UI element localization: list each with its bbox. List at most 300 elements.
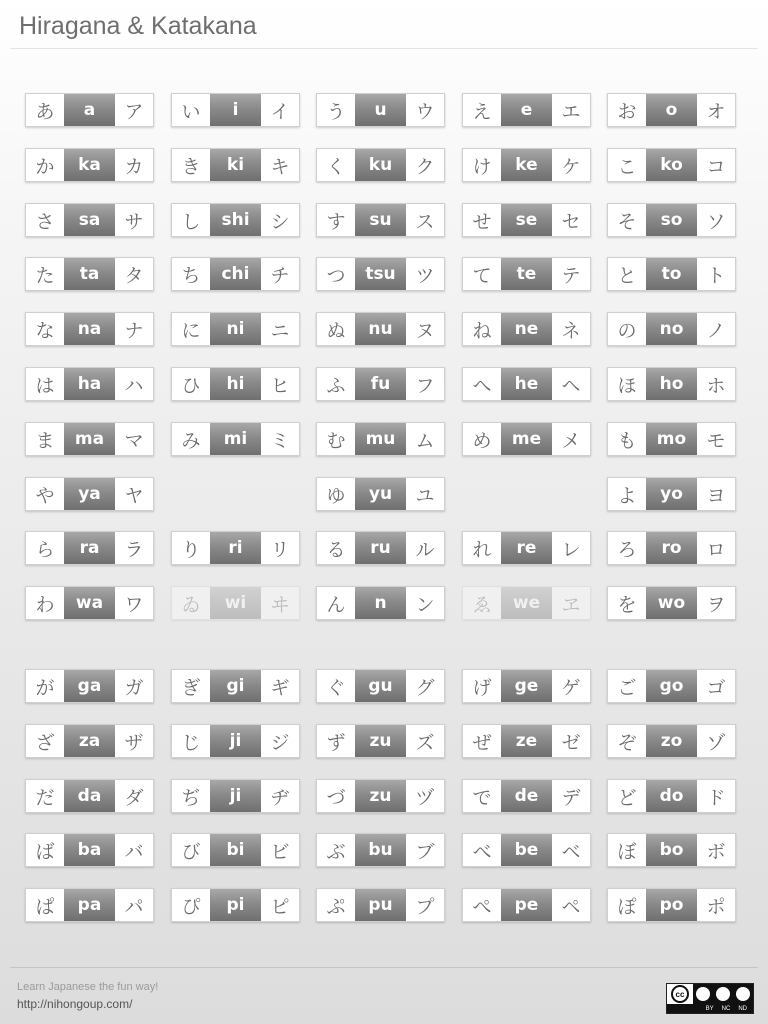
kana-cell-ho [607,367,736,401]
hiragana-char: の [617,319,637,342]
hiragana-char: を [617,593,637,616]
romaji-label: hi [210,368,261,400]
cc-circle-icon: cc [671,985,689,1003]
katakana-char: ポ [706,895,726,918]
katakana-char: ア [124,100,144,123]
hiragana-char: し [181,210,201,233]
hiragana-char: う [326,100,346,123]
hiragana-char: ま [35,429,55,452]
romaji-label: pu [355,889,406,921]
katakana-char: ベ [561,840,581,863]
kana-cell-no [607,312,736,346]
romaji-label: chi [210,258,261,290]
katakana-char: ム [415,429,435,452]
katakana-char: ザ [124,731,144,754]
katakana-char: ナ [124,319,144,342]
katakana-char: ケ [561,155,581,178]
katakana-char: ゲ [561,676,581,699]
hiragana-char: ら [35,538,55,561]
kana-cell-ji [171,724,300,758]
katakana-char: リ [270,538,290,561]
kana-cell-ji [171,779,300,813]
kana-cell-su [316,203,445,237]
kana-cell-ko [607,148,736,182]
license-icons-row [667,984,753,1004]
katakana-char: ジ [270,731,290,754]
hiragana-char: と [617,264,637,287]
kana-cell-n [316,586,445,620]
kana-cell-pe [462,888,591,922]
katakana-char: ヰ [270,593,290,616]
license-labels [667,1004,753,1013]
romaji-label: ru [355,532,406,564]
kana-cell-na [25,312,154,346]
license-label-nd: ND [738,1005,747,1012]
kana-cell-po [607,888,736,922]
hiragana-char: さ [35,210,55,233]
hiragana-char: け [472,155,492,178]
romaji-label: nu [355,313,406,345]
romaji-label: ze [501,725,552,757]
romaji-label: de [501,780,552,812]
kana-cell-za [25,724,154,758]
romaji-label: ko [646,149,697,181]
kana-cell-da [25,779,154,813]
katakana-char: ス [415,210,435,233]
romaji-label: ji [210,780,261,812]
romaji-label: e [501,94,552,126]
hiragana-char: づ [326,786,346,809]
hiragana-char: ふ [326,374,346,397]
hiragana-char: き [181,155,201,178]
kana-cell-ta [25,257,154,291]
katakana-char: ヘ [561,374,581,397]
kana-cell-hi [171,367,300,401]
hiragana-char: わ [35,593,55,616]
katakana-char: ギ [270,676,290,699]
katakana-char: フ [415,374,435,397]
kana-cell-tsu [316,257,445,291]
katakana-char: セ [561,210,581,233]
romaji-label: he [501,368,552,400]
kana-cell-do [607,779,736,813]
kana-cell-e [462,93,591,127]
kana-cell-so [607,203,736,237]
hiragana-char: ぱ [35,895,55,918]
hiragana-char: ぼ [617,840,637,863]
hiragana-char: に [181,319,201,342]
hiragana-char: ゑ [472,593,492,616]
romaji-label: gi [210,670,261,702]
hiragana-char: は [35,374,55,397]
katakana-char: ク [415,155,435,178]
katakana-char: ヒ [270,374,290,397]
romaji-label: o [646,94,697,126]
romaji-label: be [501,834,552,866]
kana-cell-wa [25,586,154,620]
kana-cell-fu [316,367,445,401]
katakana-char: モ [706,429,726,452]
katakana-char: ダ [124,786,144,809]
romaji-label: tsu [355,258,406,290]
katakana-char: カ [124,155,144,178]
katakana-char: ン [415,593,435,616]
katakana-char: サ [124,210,144,233]
hiragana-char: れ [472,538,492,561]
hiragana-char: ぎ [181,676,201,699]
license-label-nc: NC [721,1005,731,1012]
kana-cell-ma [25,422,154,456]
kana-cell-gi [171,669,300,703]
hiragana-char: そ [617,210,637,233]
katakana-char: ド [706,786,726,809]
kana-cell-ki [171,148,300,182]
romaji-label: ta [64,258,115,290]
katakana-char: ト [706,264,726,287]
romaji-label: ka [64,149,115,181]
katakana-char: イ [270,100,290,123]
kana-cell-we [462,586,591,620]
romaji-label: mu [355,423,406,455]
katakana-char: ホ [706,374,726,397]
hiragana-char: み [181,429,201,452]
romaji-label: do [646,780,697,812]
romaji-label: fu [355,368,406,400]
kana-cell-ha [25,367,154,401]
romaji-label: ga [64,670,115,702]
romaji-label: zu [355,780,406,812]
kana-cell-yo [607,477,736,511]
hiragana-char: く [326,155,346,178]
hiragana-char: ゐ [181,593,201,616]
hiragana-char: ど [617,786,637,809]
kana-cell-ri [171,531,300,565]
romaji-label: zu [355,725,406,757]
hiragana-char: な [35,319,55,342]
romaji-label: wo [646,587,697,619]
romaji-label: a [64,94,115,126]
katakana-char: ヌ [415,319,435,342]
hiragana-char: め [472,429,492,452]
romaji-label: ku [355,149,406,181]
kana-cell-chi [171,257,300,291]
romaji-label: ki [210,149,261,181]
hiragana-char: が [35,676,55,699]
kana-cell-wo [607,586,736,620]
hiragana-char: ね [472,319,492,342]
romaji-label: ni [210,313,261,345]
hiragana-char: や [35,484,55,507]
title-divider [10,48,758,49]
page-title: Hiragana & Katakana [19,12,257,40]
kana-cell-de [462,779,591,813]
romaji-label: pi [210,889,261,921]
kana-cell-ya [25,477,154,511]
kana-cell-ka [25,148,154,182]
romaji-label: wi [210,587,261,619]
hiragana-char: ご [617,676,637,699]
hiragana-char: か [35,155,55,178]
kana-cell-to [607,257,736,291]
hiragana-char: ず [326,731,346,754]
cc-badge [667,984,693,1004]
kana-cell-bi [171,833,300,867]
katakana-char: パ [124,895,144,918]
hiragana-char: ぺ [472,895,492,918]
kana-cell-ba [25,833,154,867]
hiragana-char: じ [181,731,201,754]
kana-cell-be [462,833,591,867]
kana-cell-wi [171,586,300,620]
katakana-char: ワ [124,593,144,616]
kana-cell-zu [316,779,445,813]
hiragana-char: で [472,786,492,809]
katakana-char: ノ [706,319,726,342]
romaji-label: ba [64,834,115,866]
romaji-label: ne [501,313,552,345]
romaji-label: no [646,313,697,345]
katakana-char: デ [561,786,581,809]
hiragana-char: ゆ [326,484,346,507]
hiragana-char: せ [472,210,492,233]
kana-cell-me [462,422,591,456]
kana-cell-yu [316,477,445,511]
romaji-label: mo [646,423,697,455]
romaji-label: ji [210,725,261,757]
hiragana-char: び [181,840,201,863]
romaji-label: n [355,587,406,619]
kana-cell-he [462,367,591,401]
katakana-char: ヂ [270,786,290,809]
kana-cell-ru [316,531,445,565]
romaji-label: re [501,532,552,564]
romaji-label: su [355,204,406,236]
romaji-label: ri [210,532,261,564]
kana-cell-ga [25,669,154,703]
romaji-label: ya [64,478,115,510]
license-label-by: BY [705,1005,714,1012]
katakana-char: エ [561,100,581,123]
romaji-label: se [501,204,552,236]
katakana-char: ユ [415,484,435,507]
romaji-label: zo [646,725,697,757]
by-person-icon [696,987,710,1001]
katakana-char: オ [706,100,726,123]
katakana-char: ガ [124,676,144,699]
romaji-label: i [210,94,261,126]
katakana-char: メ [561,429,581,452]
romaji-label: me [501,423,552,455]
hiragana-char: す [326,210,346,233]
kana-cell-se [462,203,591,237]
katakana-char: ヤ [124,484,144,507]
romaji-label: ma [64,423,115,455]
romaji-label: ha [64,368,115,400]
kana-cell-te [462,257,591,291]
katakana-char: バ [124,840,144,863]
kana-cell-ge [462,669,591,703]
hiragana-char: ぬ [326,319,346,342]
katakana-char: チ [270,264,290,287]
hiragana-char: ほ [617,374,637,397]
hiragana-char: ぽ [617,895,637,918]
hiragana-char: ぞ [617,731,637,754]
katakana-char: ズ [415,731,435,754]
romaji-label: pe [501,889,552,921]
kana-cell-i [171,93,300,127]
romaji-label: shi [210,204,261,236]
romaji-label: u [355,94,406,126]
license-terms-icons [693,984,753,1004]
katakana-char: ピ [270,895,290,918]
katakana-char: テ [561,264,581,287]
katakana-char: ミ [270,429,290,452]
kana-cell-shi [171,203,300,237]
katakana-char: ヲ [706,593,726,616]
romaji-label: go [646,670,697,702]
kana-cell-nu [316,312,445,346]
katakana-char: レ [561,538,581,561]
katakana-char: ツ [415,264,435,287]
romaji-label: po [646,889,697,921]
hiragana-char: も [617,429,637,452]
romaji-label: ge [501,670,552,702]
kana-cell-go [607,669,736,703]
kana-cell-ku [316,148,445,182]
nd-equals-icon [736,987,750,1001]
romaji-label: ro [646,532,697,564]
cc-by-nc-nd-icon [666,983,754,1014]
katakana-char: シ [270,210,290,233]
katakana-char: ル [415,538,435,561]
hiragana-char: だ [35,786,55,809]
kana-cell-mu [316,422,445,456]
hiragana-char: ぷ [326,895,346,918]
romaji-label: bu [355,834,406,866]
kana-cell-o [607,93,736,127]
kana-cell-sa [25,203,154,237]
kana-cell-ni [171,312,300,346]
katakana-char: ラ [124,538,144,561]
hiragana-char: り [181,538,201,561]
nc-dollar-icon [716,987,730,1001]
hiragana-char: い [181,100,201,123]
katakana-char: ゾ [706,731,726,754]
kana-cell-mi [171,422,300,456]
hiragana-char: ぶ [326,840,346,863]
romaji-label: da [64,780,115,812]
hiragana-char: べ [472,840,492,863]
romaji-label: so [646,204,697,236]
hiragana-char: ち [181,264,201,287]
katakana-char: ウ [415,100,435,123]
hiragana-char: る [326,538,346,561]
romaji-label: yu [355,478,406,510]
romaji-label: gu [355,670,406,702]
kana-cell-gu [316,669,445,703]
romaji-label: we [501,587,552,619]
katakana-char: ブ [415,840,435,863]
hiragana-char: ば [35,840,55,863]
hiragana-char: ぜ [472,731,492,754]
kana-cell-a [25,93,154,127]
katakana-char: ヱ [561,593,581,616]
katakana-char: ネ [561,319,581,342]
kana-cell-re [462,531,591,565]
katakana-char: ゴ [706,676,726,699]
kana-cell-zu [316,724,445,758]
footer-tagline: Learn Japanese the fun way! [17,981,159,993]
katakana-char: ペ [561,895,581,918]
hiragana-char: こ [617,155,637,178]
hiragana-char: げ [472,676,492,699]
katakana-char: ゼ [561,731,581,754]
kana-cell-bo [607,833,736,867]
hiragana-char: ぴ [181,895,201,918]
hiragana-char: ざ [35,731,55,754]
romaji-label: ho [646,368,697,400]
katakana-char: ボ [706,840,726,863]
hiragana-char: へ [472,374,492,397]
romaji-label: pa [64,889,115,921]
romaji-label: to [646,258,697,290]
kana-cell-ne [462,312,591,346]
katakana-char: プ [415,895,435,918]
kana-cell-ke [462,148,591,182]
katakana-char: ハ [124,374,144,397]
romaji-label: mi [210,423,261,455]
romaji-label: yo [646,478,697,510]
kana-cell-ra [25,531,154,565]
kana-cell-zo [607,724,736,758]
hiragana-char: ぐ [326,676,346,699]
hiragana-char: ひ [181,374,201,397]
romaji-label: ke [501,149,552,181]
hiragana-char: ん [326,593,346,616]
footer-url-link[interactable]: http://nihongoup.com/ [17,997,133,1011]
kana-cell-pa [25,888,154,922]
romaji-label: sa [64,204,115,236]
katakana-char: キ [270,155,290,178]
kana-cell-pi [171,888,300,922]
romaji-label: bi [210,834,261,866]
hiragana-char: え [472,100,492,123]
hiragana-char: て [472,264,492,287]
romaji-label: na [64,313,115,345]
hiragana-char: む [326,429,346,452]
romaji-label: bo [646,834,697,866]
romaji-label: za [64,725,115,757]
katakana-char: タ [124,264,144,287]
katakana-char: ヨ [706,484,726,507]
hiragana-char: つ [326,264,346,287]
katakana-char: コ [706,155,726,178]
kana-cell-mo [607,422,736,456]
katakana-char: ビ [270,840,290,863]
romaji-label: wa [64,587,115,619]
romaji-label: ra [64,532,115,564]
hiragana-char: ろ [617,538,637,561]
hiragana-char: お [617,100,637,123]
hiragana-char: よ [617,484,637,507]
kana-cell-u [316,93,445,127]
katakana-char: グ [415,676,435,699]
katakana-char: マ [124,429,144,452]
kana-cell-bu [316,833,445,867]
katakana-char: ニ [270,319,290,342]
hiragana-char: ぢ [181,786,201,809]
kana-cell-ro [607,531,736,565]
